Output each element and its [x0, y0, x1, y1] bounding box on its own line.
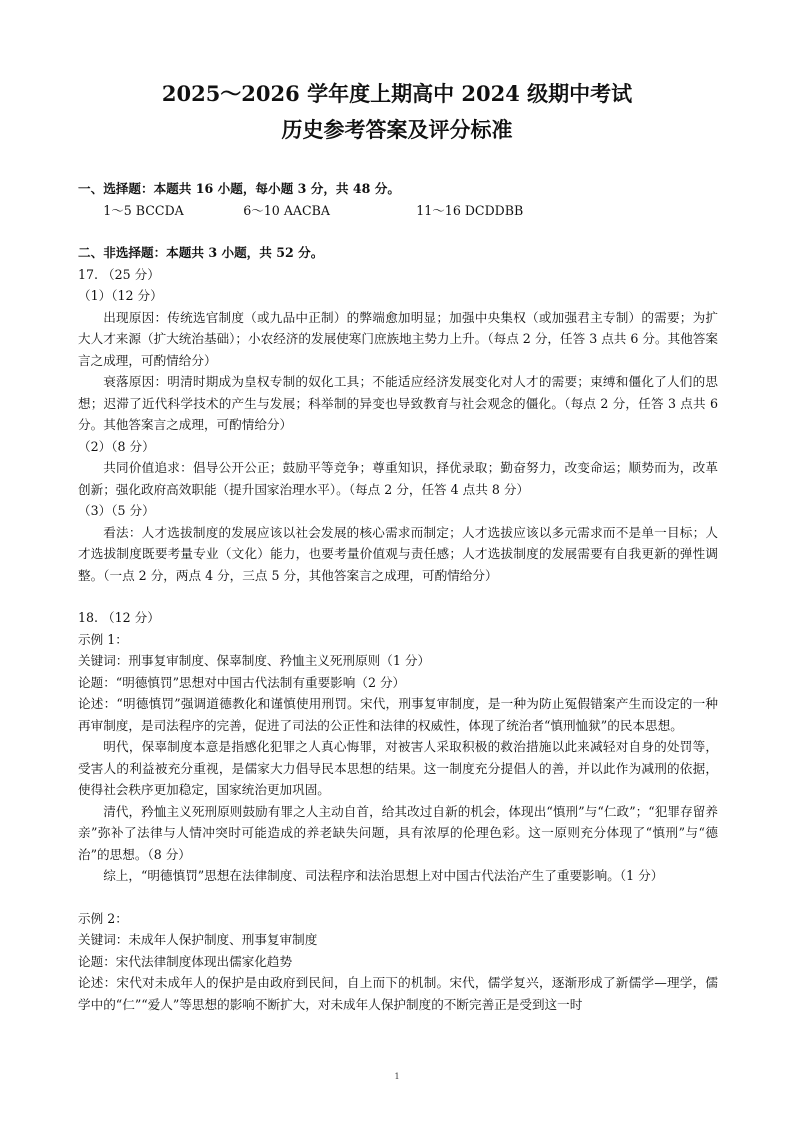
q18-example2-label: 示例 2：: [78, 910, 128, 926]
q17-part2-para1: 共同价值追求：倡导公开公正；鼓励平等竞争；尊重知识，择优录取；勤奋努力，改变命运；顺势而为，改革创新；强化政府高效职能（提升国家治理水平）。（每点 2 分，任答 4 点共 8 分）: [78, 460, 718, 497]
section1-heading: 一、选择题：本题共 16 小题，每小题 3 分，共 48 分。: [78, 181, 400, 196]
section2-heading: 二、非选择题：本题共 3 小题，共 52 分。: [78, 245, 324, 260]
q18-example1-label: 示例 1：: [78, 631, 128, 647]
answers-1-5: 1～5 BCCDA: [103, 202, 184, 218]
q17-part2-label: （2）（8 分）: [78, 438, 155, 454]
document-title: 2025～2026 学年度上期高中 2024 级期中考试: [161, 81, 633, 106]
q18-example1-argument2: 明代，保辜制度本意是指感化犯罪之人真心悔罪，对被害人采取积极的救治措施以此来减轻对自身的处罚等，受害人的利益被充分重视，是儒家大力倡导民本思想的结果。这一制度充分提倡人的善，并以此作为减刑的依据，使得社会秩序更加稳定，国家统治更加巩固。: [78, 739, 718, 797]
q18-label: 18. （12 分）: [78, 610, 160, 625]
q18-example1-conclusion: 综上，“明德慎罚”思想在法律制度、司法程序和法治思想上对中国古代法治产生了重要影响。（1 分）: [103, 868, 664, 883]
q18-example1-argument3: 清代，矜恤主义死刑原则鼓励有罪之人主动自首，给其改过自新的机会，体现出“慎刑”与“仁政”；“犯罪存留养亲”弥补了法律与人情冲突时可能造成的养老缺失问题，具有浓厚的伦理色彩。这一原则充分体现了“慎刑”与“德治”的思想。（8 分）: [78, 803, 718, 862]
q18-example1-thesis: 论题：“明德慎罚”思想对中国古代法制有重要影响（2 分）: [78, 674, 406, 690]
document-body: [78, 178, 718, 1015]
q17-part1-label: （1）（12 分）: [78, 288, 163, 303]
answers-6-10: 6～10 AACBA: [243, 202, 330, 218]
q18-example2-keywords: 关键词：未成年人保护制度、刑事复审制度: [78, 932, 318, 947]
answers-11-16: 11～16 DCDDBB: [416, 202, 524, 218]
q17-part1-para1: 出现原因：传统选官制度（或九品中正制）的弊端愈加明显；加强中央集权（或加强君主专制）的需要；为扩大人才来源（扩大统治基础）；小农经济的发展使寒门庶族地主势力上升。（每点 2 分，任答 3 点共 6 分。其他答案言之成理，可酌情给分）: [78, 309, 718, 368]
q17-part1-para2: 衰落原因：明清时期成为皇权专制的奴化工具；不能适应经济发展变化对人才的需要；束缚和僵化了人们的思想；迟滞了近代科学技术的产生与发展；科举制的异变也导致教育与社会观念的僵化。（每点 2 分，任答 3 点共 6 分。其他答案言之成理，可酌情给分）: [78, 374, 718, 432]
choice-answers: [103, 200, 718, 222]
q18-example1-keywords: 关键词：刑事复审制度、保辜制度、矜恤主义死刑原则（1 分）: [78, 653, 431, 668]
q17-part3-label: （3）（5 分）: [78, 503, 155, 518]
q18-example2-thesis: 论题：宋代法律制度体现出儒家化趋势: [78, 953, 293, 969]
q18-example1-argument1: 论述：“明德慎罚”强调道德教化和谨慎使用刑罚。宋代，刑事复审制度，是一种为防止冤假错案产生而设定的一种再审制度，是司法程序的完善，促进了司法的公正性和法律的权威性，体现了统治者“慎刑恤狱”的民本思想。: [78, 696, 718, 733]
page-number: 1: [394, 1072, 400, 1081]
q18-example2-argument1: 论述：宋代对未成年人的保护是由政府到民间，自上而下的机制。宋代，儒学复兴，逐渐形成了新儒学—理学，儒学中的“仁”“爱人”等思想的影响不断扩大，对未成年人保护制度的不断完善正是受到这一时: [78, 975, 718, 1012]
q17-part3-para1: 看法：人才选拔制度的发展应该以社会发展的核心需求而制定；人才选拔应该以多元需求而不是单一目标；人才选拔制度既要考量专业（文化）能力，也要考量价值观与责任感；人才选拔制度的发展需要有自我更新的弹性调整。（一点 2 分，两点 4 分，三点 5 分，其他答案言之成理，可酌情给分）: [78, 524, 718, 583]
document-subtitle: 历史参考答案及评分标准: [281, 117, 513, 142]
q17-label: 17. （25 分）: [78, 266, 160, 282]
